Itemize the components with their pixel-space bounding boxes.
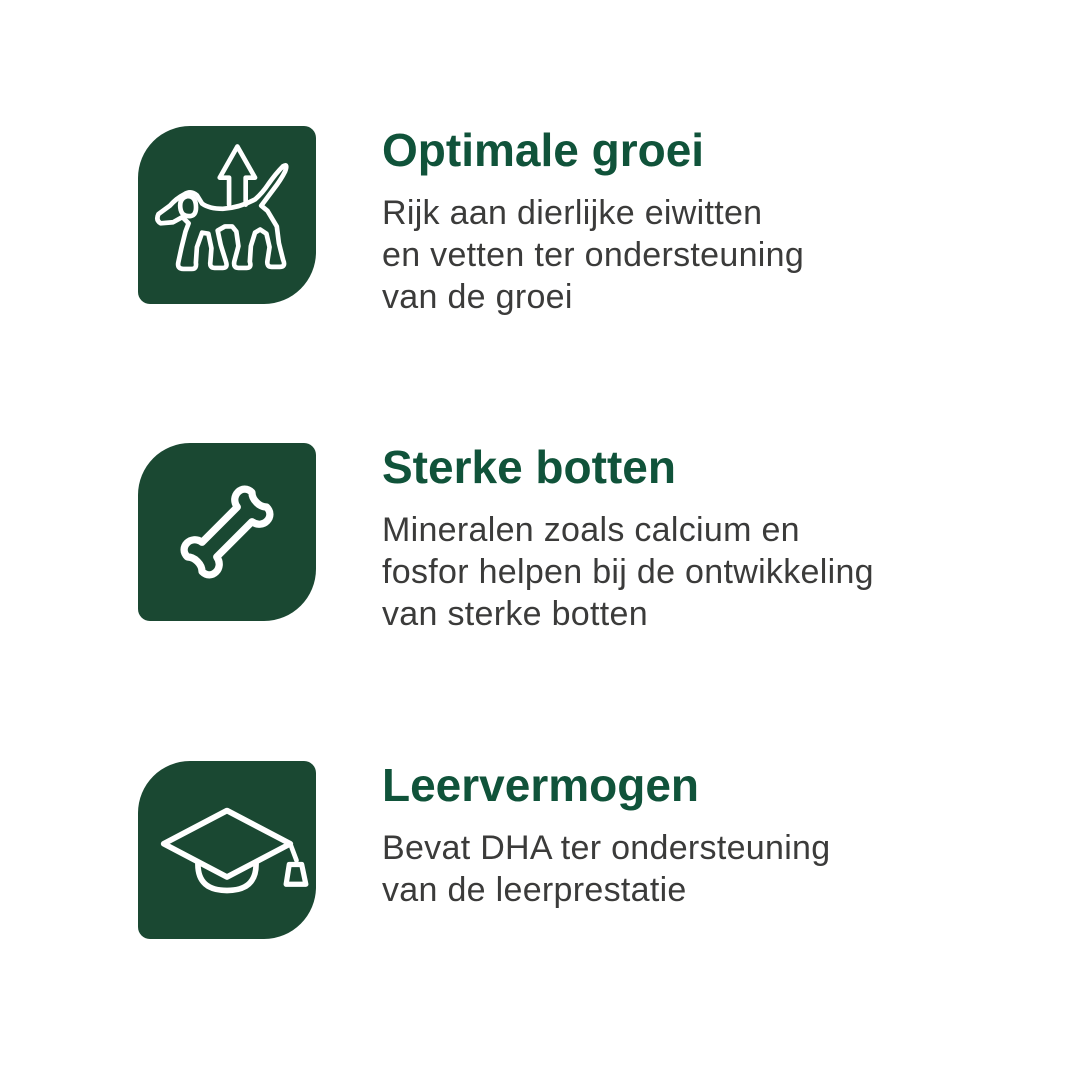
description-line: van sterke botten — [382, 595, 648, 633]
feature-text — [382, 761, 830, 911]
feature-title: Leervermogen — [382, 759, 700, 811]
feature-description — [382, 509, 874, 635]
feature-row-leervermogen — [138, 761, 830, 939]
feature-description — [382, 192, 804, 318]
feature-description — [382, 827, 830, 911]
graduation-cap-icon — [144, 767, 310, 933]
arrow-up-icon — [220, 147, 255, 205]
feature-icon-tile — [138, 126, 316, 304]
feature-text — [382, 443, 874, 635]
feature-icon-tile — [138, 761, 316, 939]
description-line: van de groei — [382, 278, 573, 316]
description-line: Mineralen zoals calcium en — [382, 511, 800, 549]
dog-growth-icon — [144, 132, 310, 298]
description-line: fosfor helpen bij de ontwikkeling — [382, 553, 874, 591]
description-line: Bevat DHA ter ondersteuning — [382, 829, 831, 867]
description-line: van de leerprestatie — [382, 871, 687, 909]
feature-title: Optimale groei — [382, 124, 705, 176]
feature-row-sterke-botten — [138, 443, 874, 635]
feature-text — [382, 126, 804, 318]
feature-row-optimale-groei — [138, 126, 804, 318]
feature-title: Sterke botten — [382, 441, 676, 493]
feature-icon-tile — [138, 443, 316, 621]
description-line: en vetten ter ondersteuning — [382, 236, 805, 274]
bone-icon — [144, 449, 310, 615]
description-line: Rijk aan dierlijke eiwitten — [382, 194, 763, 232]
